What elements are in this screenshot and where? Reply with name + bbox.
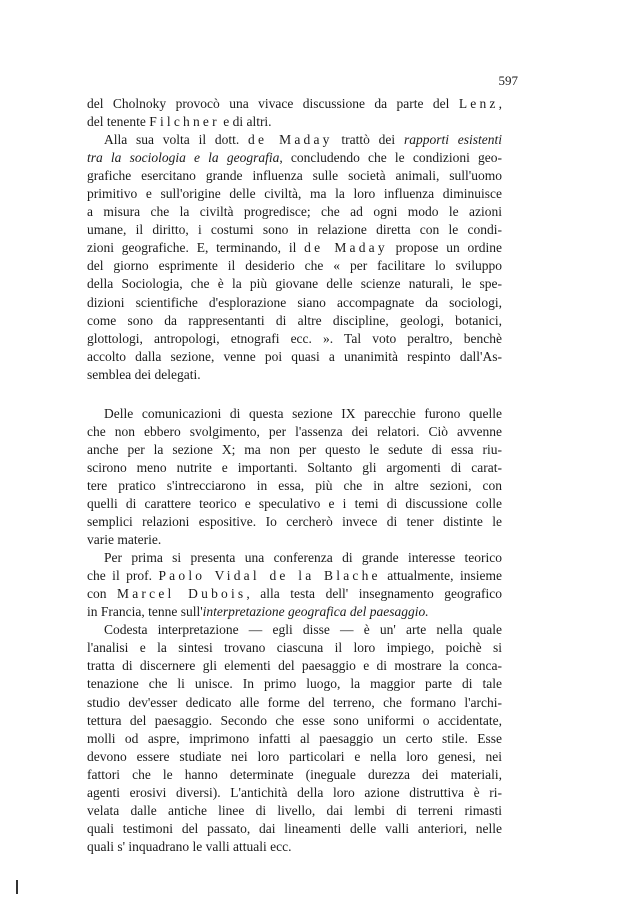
text-line: accolto dalla sezione, venne poi quasi a unanimità respinto dall'As- [87,348,502,364]
text-line: semblea dei delegati. [87,366,201,382]
text-line: quelli di carattere teorico e speculativo e i temi di discussione colle [87,495,502,511]
text-line: tere pratico s'intrecciarono in essa, più che in altre sezioni, con [87,477,502,493]
text-line: del giorno esprimente il desiderio che « per facilitare lo sviluppo [87,258,502,274]
text-line: fattori che le hanno determinate (ineguale durezza dei materiali, [87,766,502,782]
paragraph-4 [87,549,502,621]
paragraph-1 [87,95,502,131]
text-line: varie materie. [87,532,162,548]
text-line: del Cholnoky provocò una vivace discussione da parte del Lenz, [87,96,502,111]
margin-mark [16,880,18,894]
text-line: agenti erosivi diversi). L'antichità della loro azione distruttiva è ri- [87,784,502,800]
paragraph-3 [87,405,502,549]
text-line: della Sociologia, che è la più giovane delle scienze naturali, le spe- [87,276,502,292]
text-line: umane, il diritto, i costumi sono in relazione diretta con le condi- [87,222,502,238]
text-line: scirono meno nutrite e importanti. Soltanto gli argomenti di carat- [87,459,502,475]
text-line: quali testimoni del passato, dai lineamenti delle valli anteriori, nelle [87,820,502,836]
text-line: anche per la sezione X; ma non per questo le sedute di essa riu- [87,441,502,457]
text-line: come sono da rappresentanti di altre discipline, geologi, botanici, [87,312,502,328]
page-number: 597 [498,73,518,88]
text-line: con Marcel Dubois, alla testa dell' insegnamento geografico [87,586,502,602]
text-line: dizioni scientifiche d'esplorazione siano accompagnate da sociologi, [87,294,502,310]
text-line: tettura del paesaggio. Secondo che esse sono uniformi o accidentate, [87,712,502,728]
text-line: semplici relazioni espositive. Io cercherò invece di tener distinte le [87,514,502,530]
text-line: che non ebbero svolgimento, per l'assenza dei relatori. Ciò avvenne [87,423,502,439]
text-line: in Francia, tenne sull'interpretazione geografica del paesaggio. [87,604,429,620]
text-line: tratta di discernere gli elementi del paesaggio e di mostrare la conca- [87,658,502,674]
text-line: del tenente Filchner e di altri. [87,114,272,130]
text-line: Delle comunicazioni di questa sezione IX parecchie furono quelle [104,405,502,421]
body-text [87,95,502,856]
text-line: a misura che la civiltà progredisce; che ad ogni modo le azioni [87,204,502,220]
text-line: che il prof. Paolo Vidal de la Blache attualmente, insieme [87,568,502,584]
text-line: molli od aspre, imprimono infatti al paesaggio un certo stile. Esse [87,730,502,746]
text-line: tenazione che li unisce. In primo luogo, la maggior parte di tale [87,676,502,692]
text-line: studio dev'esser dedicato alle forme del terreno, che formano l'archi- [87,694,502,710]
text-line: Codesta interpretazione — egli disse — è un' arte nella quale [104,622,502,638]
text-line: l'analisi e la sintesi trovano ciascuna il loro impiego, poichè si [87,640,502,656]
text-line: velata dalle antiche linee di livello, dai lembi di terreni rimasti [87,802,502,818]
text-line: Per prima si presenta una conferenza di grande interesse teorico [104,550,502,566]
text-line: glottologi, antropologi, etnografi ecc. ». Tal voto peraltro, benchè [87,330,502,346]
text-line: Alla sua volta il dott. de Maday trattò dei rapporti esistenti [104,132,502,148]
text-line: grafiche esercitano grande influenza sulle società animali, sull'uomo [87,168,502,184]
text-line: devono essere studiate nei loro particolari e nella loro genesi, nei [87,748,502,764]
paragraph-2 [87,131,502,384]
text-line: quali s' inquadrano le valli attuali ecc. [87,838,292,854]
text-line: zioni geografiche. E, terminando, il de Maday propose un ordine [87,240,502,256]
paragraph-5 [87,621,502,856]
text-line: primitivo e sull'origine delle civiltà, ma la loro influenza diminuisce [87,186,502,202]
text-line: tra la sociologia e la geografia, concludendo che le condizioni geo- [87,150,502,166]
